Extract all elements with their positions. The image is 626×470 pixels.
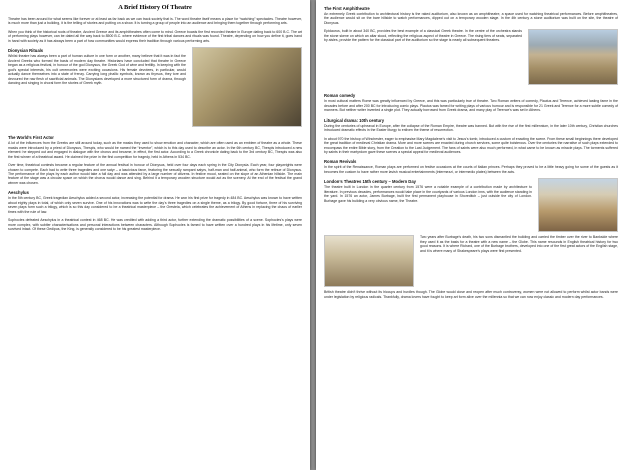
section-heading-roman-revivals: Roman Revivals [324,159,357,165]
first-actor-paragraph-2: Over time, theatrical contests became a regular feature of the annual festival in honour of Dionysus, held over four days each spring in the City Dionysia. Each year, four playwrights were chosen to compete. Each had to write three tragedies and one satyr – a lascivious farce, featuring the sexually rampant satyrs, half-man and half-animal, who form the retinue of Dionysus. The performance of the plays by each author would take a full day and was attended by a large number of citizens. In festive mood, seated on the slope of an Athenian hillside. The main feature of the stage was a circular space on which the chorus would dance and sing. Behind it a temporary wooden structure would act as the scenery. At the end of the festival the grand winner was chosen. [8,163,302,185]
first-actor-paragraph-1: A lot of the influences from the Greeks are still around today, such as the masks they used to show emotion and character, which are often used as an emblem of theatre as a whole. These masks were introduced by a priest of Dionysus, Thespis, who would be named the “inventor”, which is to this day used to describe an actor. In the 6th century BC, Thespis introduced a new element: he stepped out and engaged in dialogue with the chorus and became, in effect, the first actor. According to a Greek chronicle dating back to the 3rd century BC, Thespis was also the first winner of a theatrical award. He claimed the prize in the first competition for tragedy, held in Athens in 534 BC. [8,141,302,159]
theatre-masks-photo [192,47,302,127]
epidaurus-paragraph: Epidaurus, built in about 340 BC, provides the best example of a classical Greek theatre. In the centre of the orchestra stands the stone skene on which an altar stood, reflecting the religious aspect of theatre in Greece. The rising tiers of seats, separated by aisles, provide the pattern for the classical part of the auditorium so the stage is nearly all subsequent theatres. [324,29,522,43]
aeschylus-paragraph-2: Sophocles defeated Aeschylus in a theatrical contest in 468 BC. He was credited with adding a third actor, further extending the dramatic possibilities of a scene. Sophocles’s plays were more complex, with subtler characterisations and personal interactions between characters. Although Sophocles is famed to have written over a hundred plays in his lifetime, only seven survived intact. Of these Oedipus, the King, is generally considered to be his greatest masterpiece. [8,218,302,232]
intro-paragraph-1: Theatre has been around for what seems like forever or at least as far back as we can track society that is. The word theatre itself means a place for “watching” spectacles. Theatre however, is much more than just a building, it is the telling of stories and putting on a show. It is turning a group of people into an audience and bringing them together through performing arts. [8,17,302,26]
section-heading-liturgical: Liturgical drama: 10th century [324,117,385,123]
section-heading-london: London’s Theatres 15th century – Modern Day [324,179,416,185]
worksheet-page-left [0,0,310,470]
roman-revivals-paragraph: In the spirit of the Renaissance, Roman plays are performed on festive occasions at the courts of Italian princes. Perhaps they proved to be a little heavy going for some of the guests as it becomes the custom to have rather more lavish musical entertainments (intermezzi, or intermedio plates) between the acts. [324,165,618,174]
section-heading-aeschylus: Aeschylus [8,190,29,196]
london-paragraph-2: Two years after Burbage’s death, his two sons dismantled the building and carried the timber over the river to Bankside where they used it as the basis for a theatre with a new name – the Globe. This name resounds in English theatrical history for two good reasons. It is where Richard, one of the Burbage brothers, developed into one of the first great actors of the English stage, and it is where many of Shakespeare’s plays were first presented. [420,235,618,253]
section-heading-roman-comedy: Roman comedy [324,93,356,99]
page-title: A Brief History Of Theatre [118,4,192,11]
liturgical-paragraph-2: In about 970 the bishop of Winchester, eager to emphasise Mary Magdalene’s visit to Jesus’s tomb, introduced a custom of enacting the scene. From these small beginnings there developed the great tradition of medieval Christian drama. More and more scenes are enacted during church services, some quite boisterous. Over the centuries the narrative of such plays extended to encompass the entire Bible story, from the Creation to the Last Judgement. The fans of saints were also much performed, in what came to be known as miracle plays. The torments suffered by saints in their martyrdom gave these scenes a special appeal for medieval audiences. [324,136,618,154]
globe-theatre-photo [538,178,618,232]
section-heading-amphitheatre: The First Amphitheatre [324,6,370,11]
worksheet-page-right [316,0,626,470]
section-heading-first-actor: The World’s First Actor [8,135,54,141]
amphitheatre-paragraph: An extremely Greek contribution to architectural history is the raked auditorium, also known as an amphitheatre, a space used for watching theatrical performances. Before amphitheatres, the audience would sit on the bare hillside to watch performances, dipped out on a temporary wooden stage. In the 4th century a stone auditorium was built on the site, the theatre of Dionysus. [324,12,618,25]
roman-comedy-paragraph: In most cultural matters Rome was greatly influenced by Greece, and this was particularly true of theatre. Two Roman writers of comedy, Plautus and Terence, achieved lasting fame in the decades before and after 200 BC for introducing comic plays. Plautus was famed for writing plays of various humour and is responsible for 21 Greek and Terence for a more subtle comedy of manners. But neither writer invented a single plot. They actually borrowed from Greek drama, and many play of Terence’s was set in Athens. [324,99,618,113]
london-paragraph-1: The theatre built in London in the quarter century from 1576 were a notable example of a contribution made by architecture to literature. In previous decades, performances would take place in the courtyards of various London inns, with the audience standing in the yard. In 1576 an actor, James Burbage, built the first permanent playhouse in Shoreditch – just outside the city of London. Burbage gave his building a very obvious name, the Theatre. [324,185,532,203]
amphitheatre-photo [528,29,618,85]
swan-theatre-drawing [324,235,414,287]
aeschylus-paragraph-1: In the 5th century BC, Greek tragedian Aeschylus added a second actor, increasing the potential for drama. He won his first prize for tragedy in 484 BC. Aeschylus was known to have written about eighty plays in total, of which only seven survive. One of his innovations was to write the day’s three tragedies on a single theme, as a trilogy. By good fortune, three of his surviving seven plays form such a trilogy, which is so this day considered to be a theatrical masterpiece – the Oresteia, which celebrates the achievement of Athens in replacing the chaos of earlier times with the rule of law. [8,196,302,214]
intro-paragraph-2: When you think of the historical roots of theatre, Ancient Greece and its amphitheatres often come to mind. Greece boasts the first recorded theatre in Europe dating back to 600 B.C. The art of performing plays however, can be dated all the way back to 8500 B.C. where evidence of the first tribal dances and rituals was found. Theatre, depending on how you define it, goes hand in hand with society as it has always been a part of how communities would express their tradition through various performing arts. [8,29,302,43]
section-heading-dionysian: Dionysian Rituals [8,48,44,54]
london-paragraph-3: British theatre didn’t thrive without its hiccups and hurdles though. The Globe would close and reopen after much controversy, women were not allowed to perform whilst actor bands were under legislation by religious radicals. Thankfully, drama lovers have fought to keep art form alive over the millennia so that we can now enjoy classic and modern day performances. [324,290,618,299]
liturgical-paragraph-1: During the centuries of upheaval in Europe, after the collapse of the Roman Empire, theatre was banned. But with the rise of the first millennium, in the later 10th century, Christian churches introduced dramatic effects in the Easter liturgy to enliven the theme of resurrection. [324,123,618,133]
dionysian-paragraph: Whilst theatre has always been a part of human culture in one form or another, many believe that it was in fact the Ancient Greeks who formed the basis of modern day theatre. Historians have concluded that theatre in Greece began as a religious festival, in honour of the god Dionysus, the Greek God of wine and fertility. In keeping with the god’s special interests, his cult ceremonies were exciting occasions. His female devotees, in particular, would actually dance themselves into a state of frenzy. Carrying long phallic symbols, known as thyrsus, they tore and devoured the raw flesh of sacrificial animals. The Dionysians developed a more structured form of drama, through dancing and singing in choral form the stories of Greek myth. [8,54,186,85]
